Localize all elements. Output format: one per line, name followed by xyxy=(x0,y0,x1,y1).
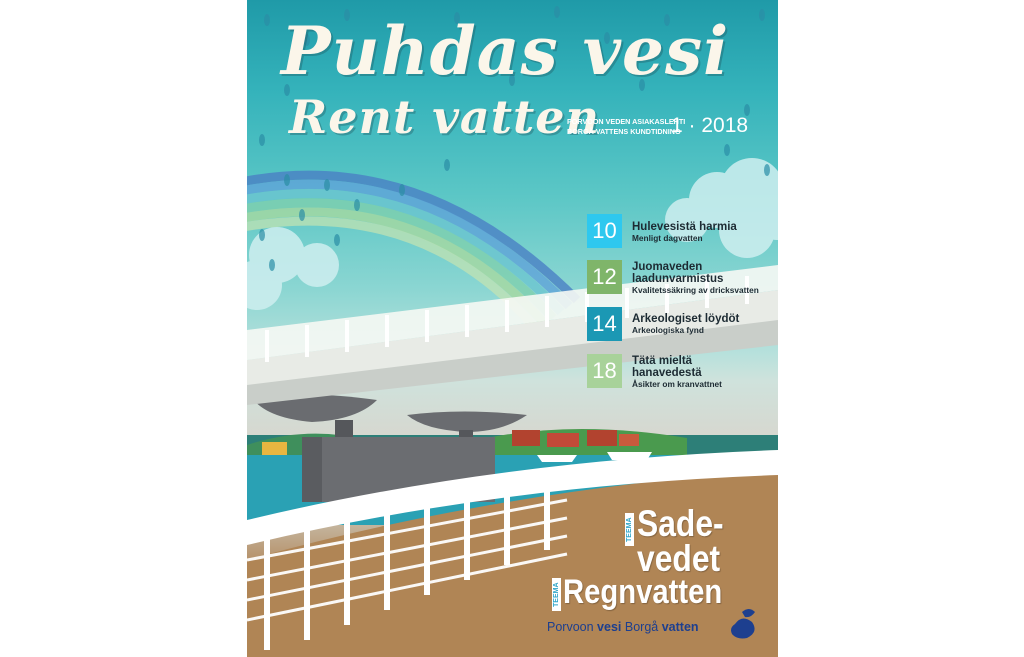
magazine-title-sv: Rent vatten xyxy=(289,90,600,144)
toc-page-number: 14 xyxy=(587,307,622,341)
toc-title-fi: Arkeologiset löydöt xyxy=(632,313,740,325)
subtitle-fi: PORVOON VEDEN ASIAKASLEHTI xyxy=(567,117,686,126)
toc-page-number: 18 xyxy=(587,354,622,388)
brand-sv-plain: Borgå xyxy=(624,620,659,634)
toc-title-fi: Hulevesistä harmia xyxy=(632,221,737,233)
toc-page-number: 10 xyxy=(587,214,622,248)
subtitle-sv: BORGÅ VATTENS KUNDTIDNING xyxy=(567,127,681,136)
toc-item[interactable] xyxy=(632,355,722,390)
toc-title-sv: Menligt dagvatten xyxy=(632,233,703,243)
theme-heading-sv: Regnvatten xyxy=(563,573,723,611)
issue-number: 1 · 2018 xyxy=(671,114,749,137)
toc-title-fi: Tätä mieltä xyxy=(632,355,693,367)
magazine-cover xyxy=(247,0,778,657)
toc-item[interactable] xyxy=(632,221,737,244)
toc-item[interactable] xyxy=(632,261,759,296)
theme-tag: TEEMA xyxy=(625,513,634,546)
toc-item[interactable] xyxy=(632,313,739,336)
toc-title-fi: Juomaveden xyxy=(632,261,703,273)
toc-page-number: 12 xyxy=(587,260,622,294)
magazine-title-fi: Puhdas vesi xyxy=(281,12,730,90)
toc-title-sv: Åsikter om kranvattnet xyxy=(632,379,722,389)
brand-fi-bold: vesi xyxy=(597,620,622,634)
theme-heading-fi-2: vedet xyxy=(637,538,721,579)
theme-heading-fi-1: Sade- xyxy=(637,503,724,544)
brand-sv-bold: vatten xyxy=(661,620,699,634)
toc-title-fi-2: hanavedestä xyxy=(632,367,702,379)
theme-tag: TEEMA xyxy=(552,578,561,611)
toc-title-sv: Kvalitetssäkring av dricksvatten xyxy=(632,285,759,295)
toc-title-sv: Arkeologiska fynd xyxy=(632,325,704,335)
brand-fi-plain: Porvoon xyxy=(547,620,594,634)
toc-title-fi-2: laadunvarmistus xyxy=(632,273,724,285)
publisher-brand xyxy=(547,620,699,634)
